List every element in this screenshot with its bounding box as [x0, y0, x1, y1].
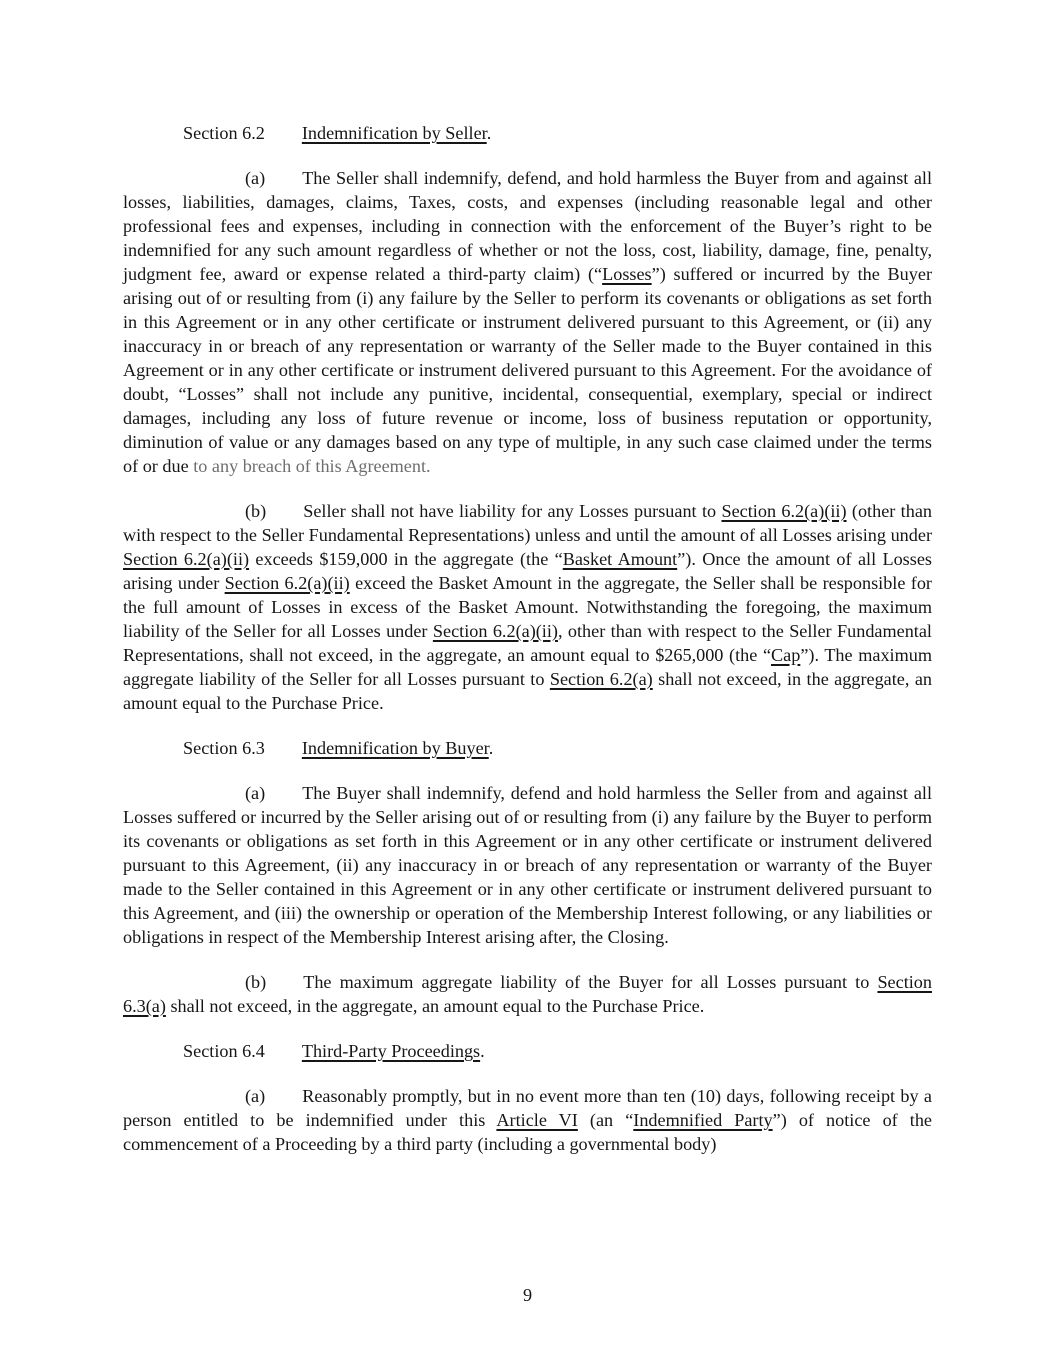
section-6-3-paragraph-a — [123, 781, 932, 949]
page-number: 9 — [522, 1285, 533, 1305]
body-text: The maximum aggregate liability of the Buyer for all Losses pursuant to — [303, 972, 878, 992]
cross-reference: Section 6.2(a)(ii) — [224, 573, 350, 593]
body-text: ”). Once the amount of all Losses arising under — [123, 549, 932, 593]
section-6-4-title-period: . — [480, 1041, 485, 1061]
cross-reference: Section 6.3(a) — [123, 972, 932, 1016]
section-6-3-heading — [123, 736, 932, 760]
section-6-4-heading — [123, 1039, 932, 1063]
body-text: The Seller shall indemnify, defend, and hold harmless the Buyer from and against all losses, liabilities, damages, claims, Taxes, costs, and expenses (including reasonable legal and other professional fees and expenses, including in connection with the enforcement of the Buyer’s right to be indemnified for any such amount regardless of whether or not the loss, cost, liability, damage, fine, penalty, judgment fee, award or expense related a third-party claim) (“ — [123, 168, 932, 284]
cross-reference: Section 6.2(a)(ii) — [432, 621, 558, 641]
body-text: exceeds $159,000 in the aggregate (the “ — [249, 549, 563, 569]
section-6-2-title: Indemnification by Seller — [301, 123, 487, 143]
body-text: ”) suffered or incurred by the Buyer arising out of or resulting from (i) any failure by the Seller to perform its covenants or obligations as set forth in this Agreement or in any other certificate or instrument delivered pursuant to this Agreement, or (ii) any inaccuracy in or breach of any representation or warranty of the Seller made to the Buyer contained in this Agreement or in any other certificate or instrument delivered pursuant to this Agreement. For the avoidance of doubt, “Losses” shall not include any punitive, incidental, consequential, exemplary, special or indirect damages, including any loss of future revenue or income, loss of business reputation or opportunity, diminution of value or any damages based on any type of multiple, in any such case claimed under the terms of or due — [123, 264, 932, 476]
body-text: exceed the Basket Amount in the aggregate, the Seller shall be responsible for the full amount of Losses in excess of the Basket Amount. Notwithstanding the foregoing, the maximum liability of the Seller for all Losses under — [123, 573, 932, 641]
section-6-2-paragraph-b — [123, 499, 932, 715]
cross-reference: Section 6.2(a)(ii) — [721, 501, 847, 521]
paragraph-marker: (b) — [245, 972, 267, 992]
body-text: , other than with respect to the Seller Fundamental Representations, shall not exceed, in the aggregate, an amount equal to $265,000 (the “ — [123, 621, 932, 665]
cross-reference: Article VI — [496, 1110, 578, 1130]
paragraph-marker: (a) — [245, 168, 266, 188]
section-6-2-heading — [123, 121, 932, 145]
section-6-4-paragraph-a — [123, 1084, 932, 1156]
body-text: Reasonably promptly, but in no event more than ten (10) days, following receipt by a person entitled to be indemnified under this — [123, 1086, 932, 1130]
defined-term-losses: Losses — [602, 264, 652, 284]
section-6-3-paragraph-b — [123, 970, 932, 1018]
section-6-3-number: Section 6.3 — [183, 738, 265, 758]
cross-reference: Section 6.2(a)(ii) — [123, 549, 250, 569]
section-6-2-paragraph-a — [123, 166, 932, 478]
body-text: The Buyer shall indemnify, defend and hold harmless the Seller from and against all Losses suffered or incurred by the Seller arising out of or resulting from (i) any failure by the Buyer to perform its covenants or obligations as set forth in this Agreement or in any other certificate or instrument delivered pursuant to this Agreement, (ii) any inaccuracy in or breach of any representation or warranty of the Buyer made to the Seller contained in this Agreement or in any other certificate or instrument delivered pursuant to this Agreement, and (iii) the ownership or operation of the Membership Interest following, or any liabilities or obligations in respect of the Membership Interest arising after, the Closing. — [123, 783, 932, 947]
body-text: shall not exceed, in the aggregate, an amount equal to the Purchase Price. — [123, 669, 932, 713]
muted-text: to any breach of this Agreement. — [193, 456, 431, 476]
body-text: (other than with respect to the Seller Fundamental Representations) unless and until the amount of all Losses arising under — [123, 501, 933, 545]
paragraph-marker: (a) — [245, 1086, 266, 1106]
body-text: Seller shall not have liability for any Losses pursuant to — [303, 501, 722, 521]
defined-term-indemnified-party: Indemnified Party — [633, 1110, 773, 1130]
body-text: ”) of notice of the commencement of a Proceeding by a third party (including a governmental body) — [123, 1110, 933, 1154]
cross-reference: Section 6.2(a) — [549, 669, 653, 689]
section-6-3-title: Indemnification by Buyer — [301, 738, 489, 758]
defined-term-cap: Cap — [771, 645, 801, 665]
body-text: (an “ — [577, 1110, 634, 1130]
defined-term-basket-amount: Basket Amount — [562, 549, 678, 569]
body-text: ”). The maximum aggregate liability of the Seller for all Losses pursuant to — [123, 645, 932, 689]
section-6-4-title: Third-Party Proceedings — [301, 1041, 481, 1061]
paragraph-marker: (a) — [245, 783, 266, 803]
section-6-3-title-period: . — [488, 738, 494, 758]
section-6-2-number: Section 6.2 — [183, 123, 265, 143]
paragraph-marker: (b) — [245, 501, 267, 521]
section-6-2-title-period: . — [486, 123, 492, 143]
section-6-4-number: Section 6.4 — [183, 1041, 265, 1061]
body-text: shall not exceed, in the aggregate, an amount equal to the Purchase Price. — [165, 996, 705, 1016]
